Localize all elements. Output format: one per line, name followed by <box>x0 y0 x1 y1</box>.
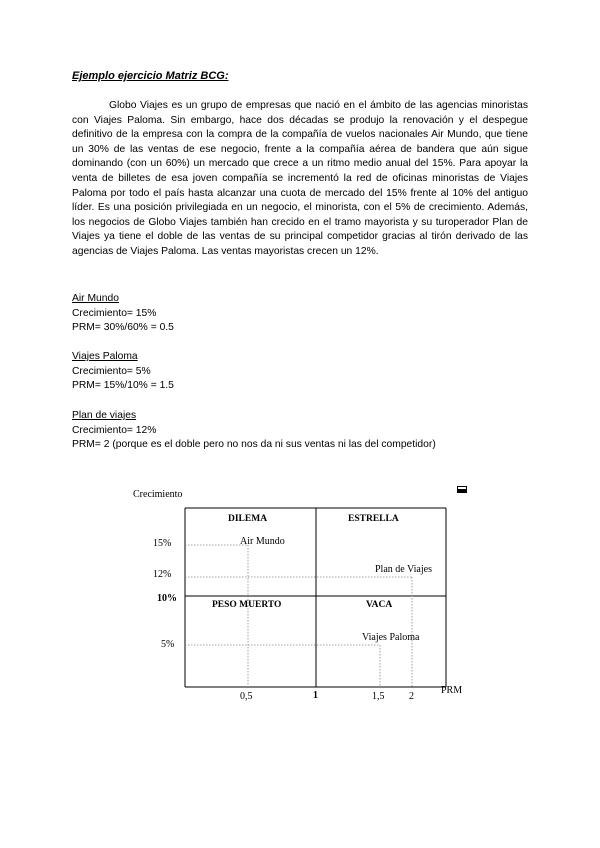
quadrant-peso-muerto: PESO MUERTO <box>212 600 282 610</box>
y-tick-10: 10% <box>157 593 177 604</box>
company-name: Plan de viajes <box>72 410 137 421</box>
company-prm: PRM= 15%/10% = 1.5 <box>72 380 174 392</box>
quadrant-dilema: DILEMA <box>228 514 268 524</box>
point-label-viajes-paloma: Viajes Paloma <box>362 632 420 643</box>
bcg-matrix-chart <box>0 470 600 710</box>
document-title: Ejemplo ejercicio Matriz BCG: <box>72 70 229 82</box>
company-growth: Crecimiento= 12% <box>72 424 157 436</box>
y-tick-12: 12% <box>153 569 172 580</box>
point-label-air-mundo: Air Mundo <box>240 536 285 547</box>
case-paragraph: Globo Viajes es un grupo de empresas que nació en el ámbito de las agencias minoristas con Viajes Paloma. Sin embargo, hace dos décadas se produjo la renovación y el despegue definitivo de la empresa con la compra de la compañía de vuelos nacionales Air Mundo, que tiene un 30% de las ventas de ese negocio, frente a la compañía aérea de bandera que aún sigue dominando (con un 60%) un mercado que crece a un ritmo medio anual del 15%. Para apoyar la venta de billetes de esa joven compañía se incrementó la red de oficinas minoristas de Viajes Paloma por todo el país hasta alcanzar una cuota de mercado del 15% frente al 10% del antiguo líder. Es una posición privilegiada en un negocio, el minorista, con el 5% de crecimiento. Además, los negocios de Globo Viajes también han crecido en el tramo mayorista y su turoperador Plan de Viajes ya tiene el doble de las ventas de su principal competidor gracias al tirón derivado de las agencias de Viajes Paloma. Las ventas mayoristas crecen un 12%. <box>72 100 528 257</box>
company-name: Air Mundo <box>72 293 119 304</box>
company-growth: Crecimiento= 5% <box>72 365 151 377</box>
company-name: Viajes Paloma <box>72 351 138 362</box>
y-axis-label: Crecimiento <box>133 489 183 500</box>
company-growth: Crecimiento= 15% <box>72 307 157 319</box>
company-prm: PRM= 30%/60% = 0.5 <box>72 322 174 334</box>
x-tick-1: 1 <box>313 690 318 701</box>
point-label-plan-de-viajes: Plan de Viajes <box>375 564 432 575</box>
x-tick-2: 2 <box>409 691 414 702</box>
quadrant-estrella: ESTRELLA <box>348 514 399 524</box>
x-tick-1-5: 1,5 <box>372 691 385 702</box>
y-tick-5: 5% <box>161 639 175 650</box>
x-tick-0-5: 0,5 <box>240 691 253 702</box>
y-tick-15: 15% <box>153 538 172 549</box>
company-plan-de-viajes <box>72 409 436 453</box>
x-axis-label: PRM <box>441 685 463 696</box>
quadrant-vaca: VACA <box>366 600 393 610</box>
company-viajes-paloma <box>72 350 174 394</box>
company-air-mundo <box>72 292 174 336</box>
company-prm: PRM= 2 (porque es el doble pero no nos da ni sus ventas ni las del competidor) <box>72 439 436 451</box>
